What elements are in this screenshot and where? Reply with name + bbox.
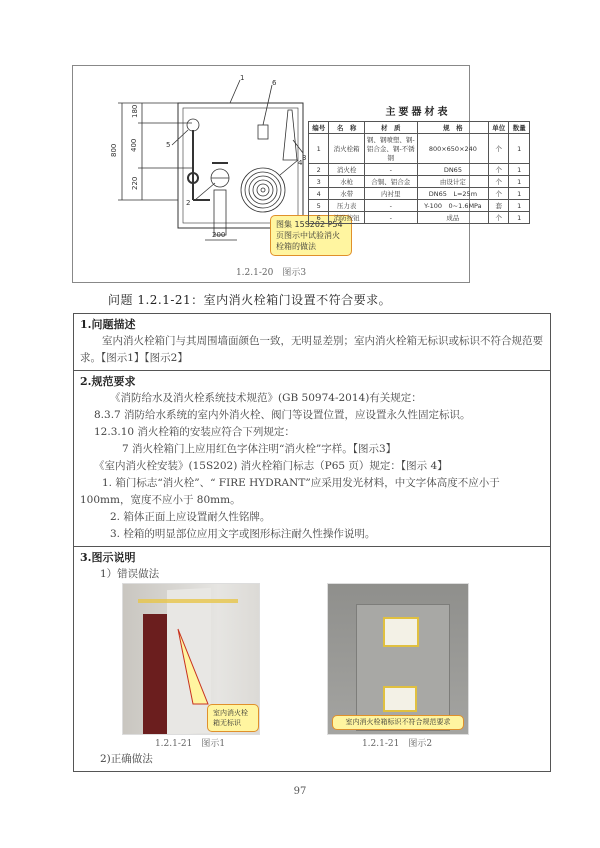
section-illustration bbox=[74, 547, 550, 771]
table-row: 3 水枪 合铜、铝合金 由设计定 个 1 bbox=[309, 176, 530, 188]
label-3: 3 bbox=[302, 154, 307, 162]
section-heading: 1.问题描述 bbox=[80, 318, 136, 331]
table-row: 1 消火栓箱 钢、钢喷塑、钢-铝合金、钢-不锈钢 800×650×240 个 1 bbox=[309, 134, 530, 164]
photo-row bbox=[80, 583, 544, 751]
figure-3-caption: 1.2.1-20 图示3 bbox=[235, 268, 307, 278]
requirement-line: 2. 箱体正面上应设置耐久性铭牌。 bbox=[110, 511, 271, 523]
table-row: 5 压力表 - Y-100 0~1.6MPa 套 1 bbox=[309, 200, 530, 212]
blurred-banner bbox=[138, 599, 238, 603]
table-row: 2 消火栓 - DN65 个 1 bbox=[309, 164, 530, 176]
requirement-line: 7 消火栓箱门上应用红色字体注明“消火栓”字样。【图示3】 bbox=[122, 443, 397, 455]
wrong-practice-label: 1）错误做法 bbox=[100, 568, 160, 580]
photo-1-caption: 1.2.1-21 图示1 bbox=[154, 739, 226, 749]
col-header: 数量 bbox=[509, 122, 530, 134]
requirement-line: 12.3.10 消火栓箱的安装应符合下列规定： bbox=[94, 426, 295, 438]
label-2: 2 bbox=[186, 199, 191, 207]
photo-2-cabinet-door bbox=[327, 583, 469, 735]
photo-1-wall-cabinet bbox=[122, 583, 260, 735]
materials-table-block bbox=[308, 103, 528, 224]
section-heading: 3.图示说明 bbox=[80, 551, 136, 564]
photo-2-callout: 室内消火栓箱标识不符合规范要求 bbox=[332, 715, 464, 730]
requirement-line: 8.3.7 消防给水系统的室内外消火栓、阀门等设置位置，应设置永久性固定标识。 bbox=[94, 409, 471, 421]
col-header: 编号 bbox=[309, 122, 329, 134]
door-opening bbox=[143, 614, 167, 734]
dim-180: 180 bbox=[131, 104, 139, 118]
label-5: 5 bbox=[166, 141, 171, 149]
dim-400: 400 bbox=[130, 138, 138, 152]
dim-200: 200 bbox=[212, 231, 226, 239]
table-row: 6 消防按钮 - 成品 个 1 bbox=[309, 212, 530, 224]
materials-table bbox=[308, 121, 530, 224]
requirement-line: 1. 箱门标志“消火栓”、“ FIRE HYDRANT”应采用发光材料，中文字体高度不应小于 100mm，宽度不应小于 80mm。 bbox=[80, 477, 500, 506]
problem-title: 问题 1.2.1-21：室内消火栓箱门设置不符合要求。 bbox=[108, 293, 392, 307]
section-description bbox=[74, 314, 550, 371]
col-header: 名 称 bbox=[329, 122, 364, 134]
section-heading: 2.规范要求 bbox=[80, 375, 136, 388]
description-text: 室内消火栓箱门与其周围墙面颜色一致，无明显差别；室内消火栓箱无标识或标识不符合规范要求。【图示1】【图示2】 bbox=[80, 335, 543, 364]
table-row: 4 水带 内衬里 DN65 L=25m 个 1 bbox=[309, 188, 530, 200]
col-header: 单位 bbox=[489, 122, 509, 134]
hydrant-sign-top bbox=[383, 617, 419, 647]
label-6: 6 bbox=[272, 79, 277, 87]
photo-2-caption: 1.2.1-21 图示2 bbox=[361, 739, 433, 749]
label-4: 4 bbox=[298, 159, 303, 167]
dim-800: 800 bbox=[110, 143, 118, 157]
requirement-line: 3. 栓箱的明显部位应用文字或图形标注耐久性操作说明。 bbox=[110, 528, 376, 540]
hydrant-sign-bottom bbox=[383, 686, 417, 712]
dim-220: 220 bbox=[131, 176, 139, 190]
callout-pointer bbox=[173, 624, 233, 714]
section-requirements bbox=[74, 371, 550, 547]
drawing-callout-note: 图集 15S202 P54 页图示中试验消火栓箱的做法 bbox=[270, 215, 352, 256]
problem-detail-table bbox=[73, 313, 551, 772]
photo-1-callout: 室内消火栓箱无标识 bbox=[207, 704, 259, 732]
requirement-line: 《室内消火栓安装》(15S202) 消火栓箱门标志（P65 页）规定：【图示 4】 bbox=[94, 460, 448, 472]
col-header: 材 质 bbox=[364, 122, 417, 134]
materials-table-title: 主要器材表 bbox=[385, 107, 451, 118]
requirement-line: 《消防给水及消火栓系统技术规范》(GB 50974-2014)有关规定： bbox=[110, 392, 422, 404]
page-number: 97 bbox=[293, 786, 307, 797]
correct-practice-label: 2)正确做法 bbox=[100, 753, 153, 765]
col-header: 规 格 bbox=[417, 122, 488, 134]
label-1: 1 bbox=[240, 75, 245, 82]
